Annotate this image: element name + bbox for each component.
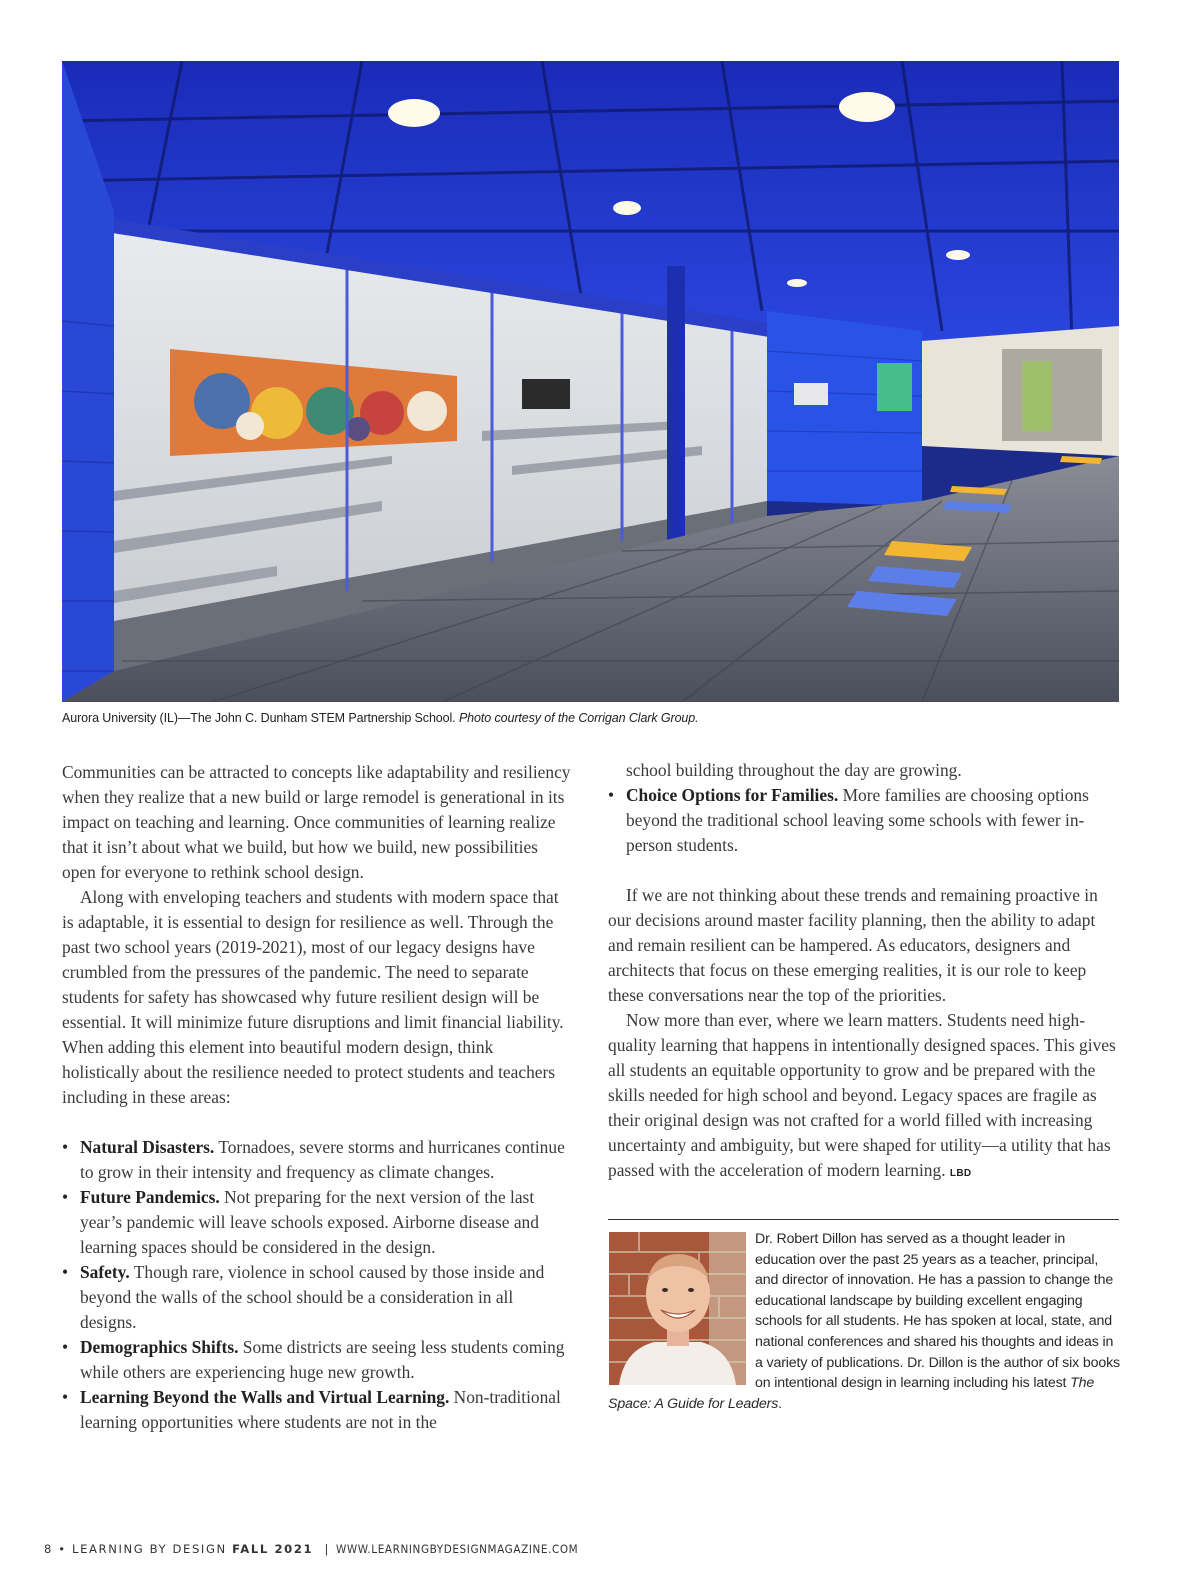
article-right-column [608, 758, 1120, 1186]
resilience-list [62, 1135, 574, 1435]
end-mark: LBD [949, 1168, 972, 1179]
issue-label: FALL 2021 [232, 1542, 314, 1556]
list-item: • Future Pandemics. Not preparing for the next version of the last year’s pandemic will leave schools exposed. Airborne disease and learning spaces should be considered in the design. [62, 1185, 574, 1260]
paragraph: Now more than ever, where we learn matters. Students need high-quality learning that happens in intentionally designed spaces. This gives all students an equitable opportunity to grow and be prepared with the skills needed for high school and beyond. Legacy spaces are fragile as their original design was not crafted for a world filled with increasing uncertainty and ambiguity, but were shaped for utility—a utility that has passed with the acceleration of modern learning. LBD [608, 1010, 1116, 1180]
paragraph: Along with enveloping teachers and students with modern space that is adaptable, it is essential to design for resilience as well. Through the past two school years (2019-2021), most of our legacy designs have crumbled from the pressures of the pandemic. The need to separate students for safety has showcased why future resilient design will be essential. It will minimize future disruptions and limit financial liability. When adding this element into beautiful modern design, think holistically about the resilience needed to protect students and teachers including in these areas: [62, 887, 564, 1107]
list-item: • Choice Options for Families. More families are choosing options beyond the traditional school leaving some schools with fewer in-person students. [608, 783, 1120, 858]
author-bio: Dr. Robert Dillon has served as a thought leader in education over the past 25 years as a teacher, principal, and director of innovation. He has a passion to change the educational landscape by building excellent engaging schools for all students. He has spoken at local, state, and national conferences and shared his thoughts and ideas in a variety of publications. Dr. Dillon is the author of six books on intentional design in learning including his latest The Space: A Guide for Leaders. [608, 1231, 1120, 1412]
page-footer: 8 • LEARNING BY DESIGN FALL 2021 | WWW.LEARNINGBYDESIGNMAGAZINE.COM [44, 1542, 579, 1556]
list-item: • Safety. Though rare, violence in school caused by those inside and beyond the walls of the school should be a consideration in all designs. [62, 1260, 574, 1335]
resilience-list-continued [608, 783, 1120, 858]
list-continuation: school building throughout the day are growing. [626, 760, 962, 780]
list-item: • Learning Beyond the Walls and Virtual Learning. Non-traditional learning opportunities where students are not in the [62, 1385, 574, 1435]
page-number: 8 [44, 1542, 53, 1556]
article-left-column [62, 760, 574, 1435]
book-title: The Space: A Guide for Leaders [608, 1375, 1095, 1412]
photo-caption [62, 711, 1119, 725]
caption-text: Aurora University (IL)—The John C. Dunham STEM Partnership School. [62, 711, 459, 725]
bio-text: Dr. Robert Dillon has served as a thought leader in education over the past 25 years as a teacher, principal, and director of innovation. He has a passion to change the educational landscape by building excellent engaging schools for all students. He has spoken at local, state, and national conferences and shared his thoughts and ideas in a variety of publications. Dr. Dillon is the author of six books on intentional design in learning including his latest [755, 1231, 1120, 1392]
magazine-name: LEARNING BY DESIGN [72, 1542, 227, 1556]
list-item: • Demographics Shifts. Some districts are seeing less students coming while others are experiencing huge new growth. [62, 1335, 574, 1385]
list-item: • Natural Disasters. Tornadoes, severe storms and hurricanes continue to grow in their intensity and frequency as climate changes. [62, 1135, 574, 1185]
caption-credit: Photo courtesy of the Corrigan Clark Group. [458, 711, 699, 725]
classroom-photo [62, 61, 1119, 702]
magazine-url: WWW.LEARNINGBYDESIGNMAGAZINE.COM [335, 1542, 579, 1556]
paragraph: Communities can be attracted to concepts like adaptability and resiliency when they realize that a new build or large remodel is generational in its impact on teaching and learning. Once communities of learning realize that it isn’t about what we build, but how we build, new possibilities open for everyone to rethink school design. [62, 762, 571, 882]
paragraph: If we are not thinking about these trends and remaining proactive in our decisions around master facility planning, then the ability to adapt and remain resilient can be hampered. As educators, designers and architects that focus on these emerging realities, it is our role to keep these conversations near the top of the priorities. [608, 885, 1098, 1005]
bio-divider [608, 1219, 1119, 1220]
